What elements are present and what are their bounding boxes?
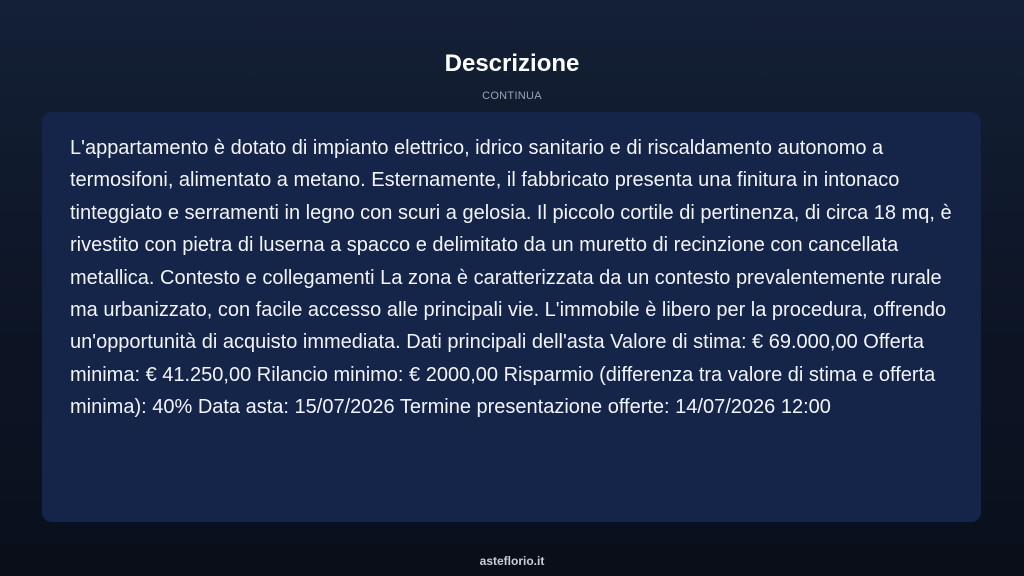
footer-site-label: asteflorio.it	[479, 553, 545, 568]
page-title: Descrizione	[444, 50, 580, 77]
description-card	[42, 112, 981, 522]
footer-bar	[0, 544, 1024, 576]
description-text: L'appartamento è dotato di impianto elettrico, idrico sanitario e di riscaldamento autonomo a termosifoni, alimentato a metano. Esternamente, il fabbricato presenta una finitura in intonaco tinteggiato e serramenti in legno con scuri a gelosia. Il piccolo cortile di pertinenza, di circa 18 mq, è rivestito con pietra di luserna a spacco e delimitato da un muretto di recinzione con cancellata metallica. Contesto e collegamenti La zona è caratterizzata da un contesto prevalentemente rurale ma urbanizzato, con facile accesso alle principali vie. L'immobile è libero per la procedura, offrendo un'opportunità di acquisto immediata. Dati principali dell'asta Valore di stima: € 69.000,00 Offerta minima: € 41.250,00 Rilancio minimo: € 2000,00 Risparmio (differenza tra valore di stima e offerta minima): 40% Data asta: 15/07/2026 Termine presentazione offerte: 14/07/2026 12:00	[70, 137, 952, 419]
page-subtitle: CONTINUA	[482, 90, 542, 102]
